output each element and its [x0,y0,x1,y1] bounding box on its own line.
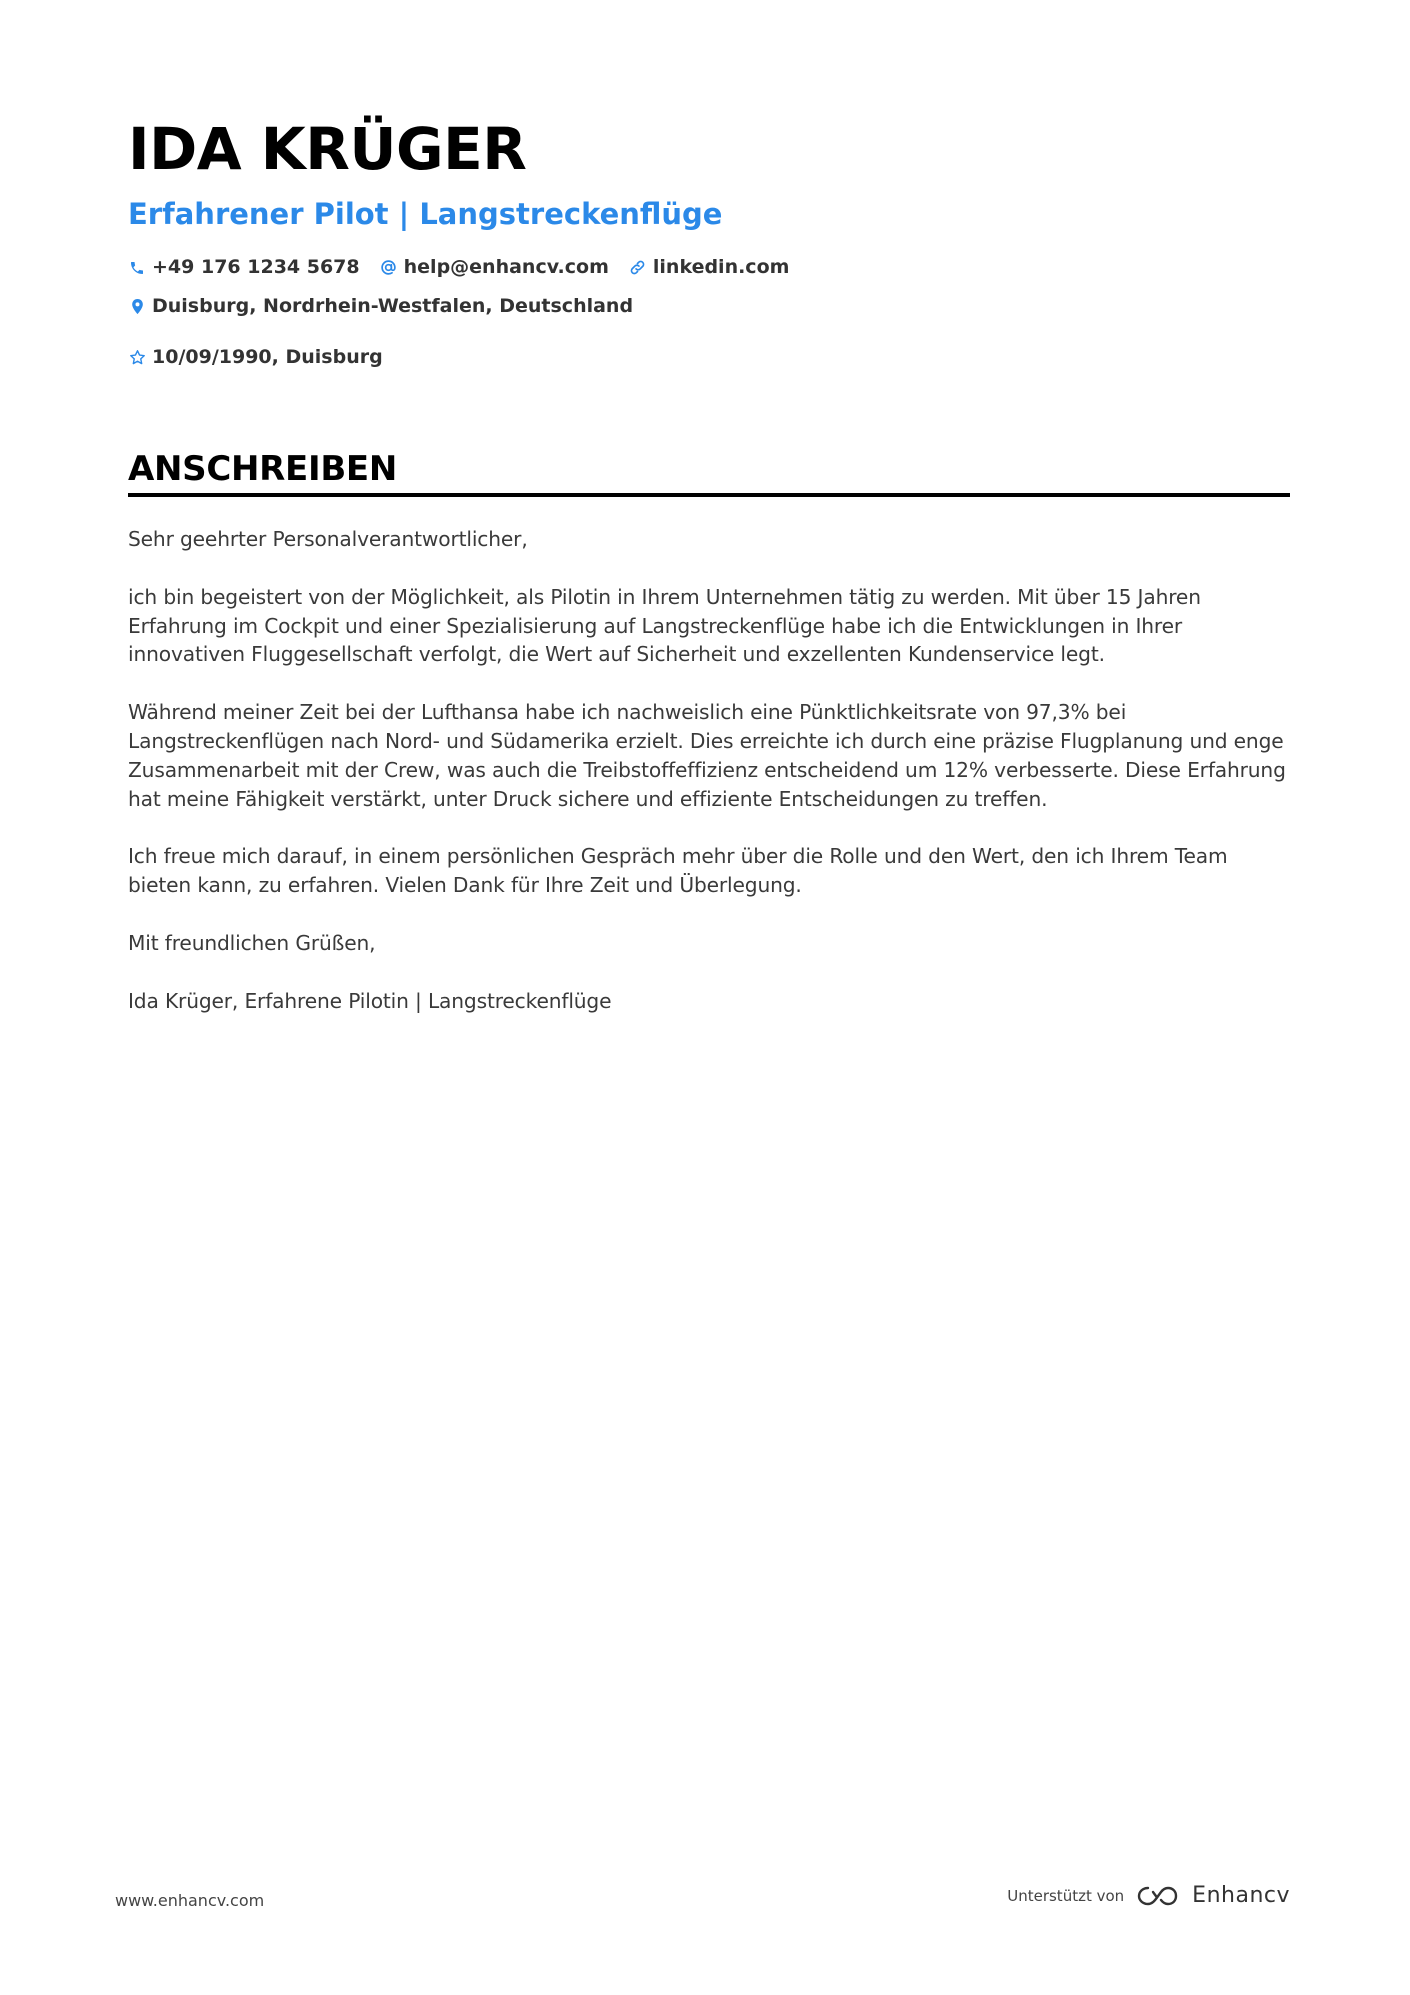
section-title: ANSCHREIBEN [128,449,398,489]
birth-text: 10/09/1990, Duisburg [152,346,383,368]
letter-paragraph: ich bin begeistert von der Möglichkeit, als Pilotin in Ihrem Unternehmen tätig zu werden. Mit über 15 Jahren Erfahrung im Cockpit und einer Spezialisierung auf Langstreckenflüge habe ich die Entwicklungen in Ihrer innovativen Fluggesellschaft verfolgt, die Wert auf Sicherheit und exzellenten Kundenservice legt. [128,584,1201,667]
link-icon [629,259,647,277]
enhancv-logo-icon [1136,1884,1182,1908]
email-text: help@enhancv.com [403,256,609,278]
contact-birth [128,344,383,371]
letter-salutation: Sehr geehrter Personalverantwortlicher, [128,527,528,551]
location-text: Duisburg, Nordrhein-Westfalen, Deutschland [152,295,634,317]
letter-body [128,525,1290,1016]
contact-location [128,293,633,320]
contact-info [128,254,1290,371]
letter-signature: Ida Krüger, Erfahrene Pilotin | Langstreckenflüge [128,988,612,1013]
cover-letter-page [128,110,1290,1045]
at-icon [380,259,398,277]
letter-paragraph: Ich freue mich darauf, in einem persönlichen Gespräch mehr über die Rolle und den Wert, den ich Ihrem Team bieten kann, zu erfahren. Vielen Dank für Ihre Zeit und Überlegung. [128,844,1228,898]
linkedin-text: linkedin.com [652,256,790,278]
contact-phone[interactable] [128,254,360,281]
letter-closing: Mit freundlichen Grüßen, [128,930,376,955]
map-pin-icon [128,298,146,316]
star-icon [128,349,146,367]
phone-text: +49 176 1234 5678 [152,256,360,278]
contact-linkedin[interactable] [629,254,790,281]
enhancv-brand-text: Enhancv [1192,1883,1290,1908]
letter-paragraph: Während meiner Zeit bei der Lufthansa habe ich nachweislich eine Pünktlichkeitsrate von 97,3% bei Langstreckenflügen nach Nord- und Südamerika erzielt. Dies erreichte ich durch eine präzise Flugplanung und enge Zusammenarbeit mit der Crew, was auch die Treibstoffeffizienz entscheidend um 12% verbesserte. Diese Erfahrung hat meine Fähigkeit verstärkt, unter Druck sichere und effiziente Entscheidungen zu treffen. [128,700,1286,811]
footer-website[interactable]: www.enhancv.com [115,1891,265,1910]
phone-icon [128,259,146,277]
candidate-title: Erfahrener Pilot | Langstreckenflüge [128,197,723,231]
contact-email[interactable] [380,254,609,281]
section-divider [128,493,1290,497]
candidate-name: IDA KRÜGER [128,115,527,183]
footer-branding[interactable] [1007,1883,1290,1908]
powered-by-text: Unterstützt von [1007,1886,1125,1905]
